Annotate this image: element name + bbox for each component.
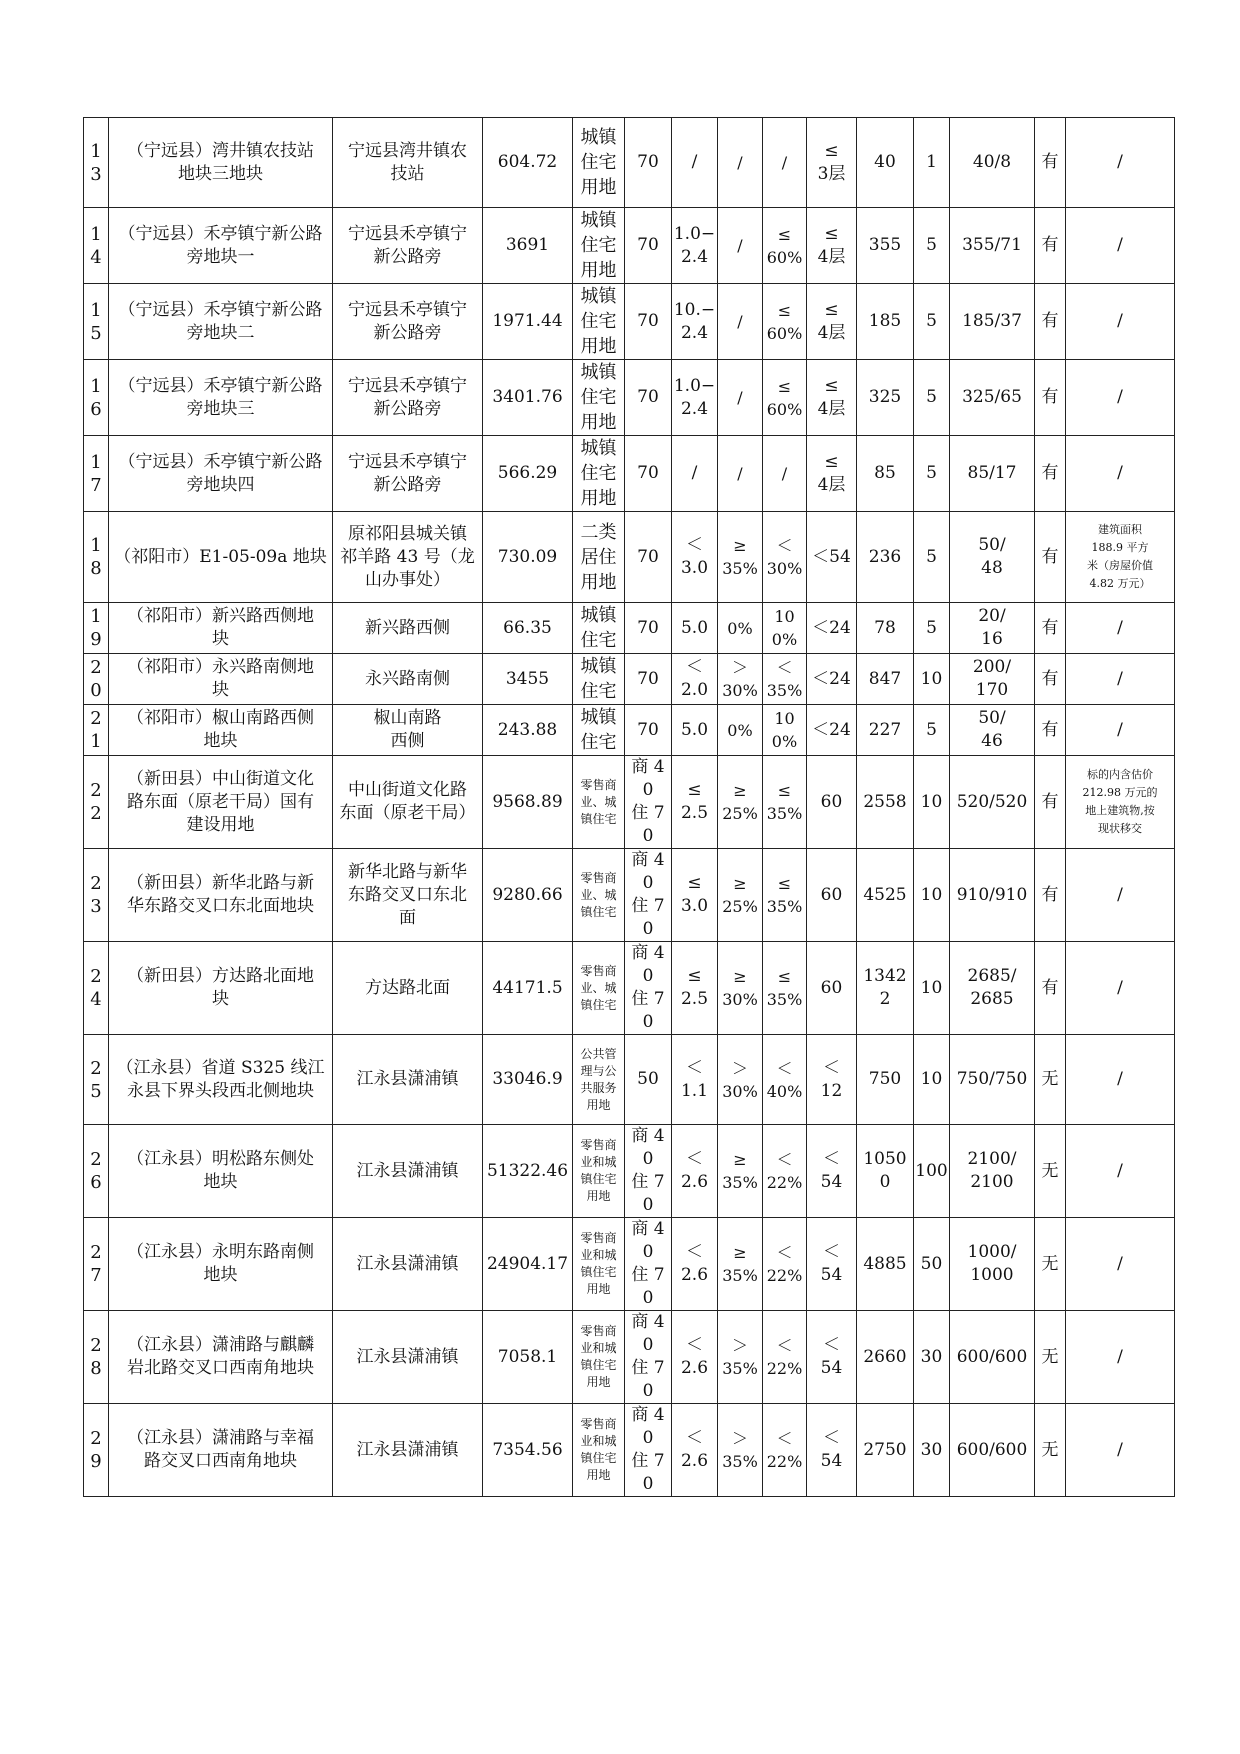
floor-area-ratio-cell: ＜ 2.6	[672, 1218, 718, 1311]
parcel-area-cell: 243.88	[483, 705, 573, 756]
table-row	[84, 1311, 1175, 1404]
building-height-cell: ＜ 12	[807, 1035, 857, 1125]
lease-years-cell: 商 40 住 70	[625, 942, 672, 1035]
bid-increment-cell: 5	[914, 705, 950, 756]
row-number-cell: 26	[84, 1125, 109, 1218]
remarks-cell: /	[1066, 208, 1175, 284]
parcel-area-cell: 3455	[483, 654, 573, 705]
bid-increment-cell: 1	[914, 118, 950, 208]
building-density-cell: ＜ 22%	[763, 1218, 807, 1311]
table-row	[84, 436, 1175, 512]
green-ratio-cell: ≥ 35%	[718, 512, 763, 603]
parcel-name-cell: （祁阳市）椒山南路西侧 地块	[109, 705, 333, 756]
lease-years-cell: 70	[625, 360, 672, 436]
building-height-cell: ≤ 4层	[807, 360, 857, 436]
table-row	[84, 360, 1175, 436]
green-ratio-cell: ≥ 35%	[718, 1125, 763, 1218]
parcel-area-cell: 24904.17	[483, 1218, 573, 1311]
green-ratio-cell: ＞ 30%	[718, 1035, 763, 1125]
bid-deposit-cell: 600/600	[950, 1404, 1035, 1497]
building-height-cell: ＜ 54	[807, 1125, 857, 1218]
bid-deposit-cell: 520/520	[950, 756, 1035, 849]
lease-years-cell: 70	[625, 284, 672, 360]
starting-price-cell: 750	[857, 1035, 914, 1125]
row-number-cell: 17	[84, 436, 109, 512]
starting-price-cell: 85	[857, 436, 914, 512]
parcel-area-cell: 9280.66	[483, 849, 573, 942]
floor-area-ratio-cell: ＜ 2.0	[672, 654, 718, 705]
bid-increment-cell: 10	[914, 756, 950, 849]
building-height-cell: ＜24	[807, 654, 857, 705]
parcel-name-cell: （宁远县）禾亭镇宁新公路 旁地块四	[109, 436, 333, 512]
floor-area-ratio-cell: ＜ 2.6	[672, 1404, 718, 1497]
row-number-cell: 21	[84, 705, 109, 756]
building-density-cell: ＜ 22%	[763, 1311, 807, 1404]
row-number-cell: 28	[84, 1311, 109, 1404]
remarks-cell: /	[1066, 360, 1175, 436]
row-number-cell: 29	[84, 1404, 109, 1497]
bid-increment-cell: 5	[914, 284, 950, 360]
table-row	[84, 942, 1175, 1035]
row-number-cell: 19	[84, 603, 109, 654]
building-height-cell: 60	[807, 849, 857, 942]
land-use-cell: 城镇 住宅 用地	[573, 208, 625, 284]
bid-increment-cell: 5	[914, 603, 950, 654]
green-ratio-cell: /	[718, 208, 763, 284]
bid-increment-cell: 100	[914, 1125, 950, 1218]
parcel-area-cell: 33046.9	[483, 1035, 573, 1125]
floor-area-ratio-cell: 5.0	[672, 603, 718, 654]
lease-years-cell: 70	[625, 705, 672, 756]
bid-increment-cell: 10	[914, 849, 950, 942]
parcel-location-cell: 中山街道文化路 东面（原老干局）	[333, 756, 483, 849]
remarks-cell: /	[1066, 1035, 1175, 1125]
above-ground-structures-cell: 有	[1035, 705, 1066, 756]
green-ratio-cell: ＞ 35%	[718, 1404, 763, 1497]
table-row	[84, 1218, 1175, 1311]
lease-years-cell: 50	[625, 1035, 672, 1125]
table-row	[84, 1035, 1175, 1125]
parcel-location-cell: 宁远县禾亭镇宁 新公路旁	[333, 360, 483, 436]
bid-deposit-cell: 325/65	[950, 360, 1035, 436]
land-use-cell: 零售商 业和城 镇住宅 用地	[573, 1218, 625, 1311]
parcel-name-cell: （新田县）中山街道文化 路东面（原老干局）国有 建设用地	[109, 756, 333, 849]
bid-deposit-cell: 600/600	[950, 1311, 1035, 1404]
bid-deposit-cell: 200/ 170	[950, 654, 1035, 705]
bid-deposit-cell: 355/71	[950, 208, 1035, 284]
land-use-cell: 城镇 住宅	[573, 705, 625, 756]
parcel-name-cell: （祁阳市）E1-05-09a 地块	[109, 512, 333, 603]
building-density-cell: /	[763, 118, 807, 208]
table-row	[84, 756, 1175, 849]
above-ground-structures-cell: 有	[1035, 756, 1066, 849]
parcel-area-cell: 9568.89	[483, 756, 573, 849]
bid-increment-cell: 10	[914, 942, 950, 1035]
above-ground-structures-cell: 无	[1035, 1035, 1066, 1125]
bid-deposit-cell: 185/37	[950, 284, 1035, 360]
floor-area-ratio-cell: ≤ 2.5	[672, 756, 718, 849]
parcel-location-cell: 江永县潇浦镇	[333, 1218, 483, 1311]
parcel-location-cell: 江永县潇浦镇	[333, 1035, 483, 1125]
parcel-location-cell: 宁远县禾亭镇宁 新公路旁	[333, 208, 483, 284]
land-use-cell: 城镇 住宅 用地	[573, 360, 625, 436]
starting-price-cell: 325	[857, 360, 914, 436]
parcel-area-cell: 566.29	[483, 436, 573, 512]
green-ratio-cell: /	[718, 436, 763, 512]
parcel-name-cell: （祁阳市）永兴路南侧地 块	[109, 654, 333, 705]
parcel-area-cell: 51322.46	[483, 1125, 573, 1218]
bid-deposit-cell: 85/17	[950, 436, 1035, 512]
building-density-cell: 100%	[763, 603, 807, 654]
starting-price-cell: 13422	[857, 942, 914, 1035]
land-use-cell: 二类 居住 用地	[573, 512, 625, 603]
floor-area-ratio-cell: 1.0− 2.4	[672, 208, 718, 284]
building-height-cell: ＜24	[807, 705, 857, 756]
above-ground-structures-cell: 无	[1035, 1125, 1066, 1218]
above-ground-structures-cell: 有	[1035, 512, 1066, 603]
above-ground-structures-cell: 有	[1035, 284, 1066, 360]
building-density-cell: 100%	[763, 705, 807, 756]
bid-deposit-cell: 50/ 48	[950, 512, 1035, 603]
floor-area-ratio-cell: /	[672, 436, 718, 512]
lease-years-cell: 商 40 住 70	[625, 1125, 672, 1218]
parcel-name-cell: （江永县）潇浦路与幸福 路交叉口西南角地块	[109, 1404, 333, 1497]
parcel-name-cell: （祁阳市）新兴路西侧地 块	[109, 603, 333, 654]
above-ground-structures-cell: 有	[1035, 208, 1066, 284]
building-density-cell: ＜ 35%	[763, 654, 807, 705]
bid-deposit-cell: 2100/ 2100	[950, 1125, 1035, 1218]
parcel-name-cell: （宁远县）湾井镇农技站 地块三地块	[109, 118, 333, 208]
parcel-location-cell: 江永县潇浦镇	[333, 1125, 483, 1218]
remarks-cell: 建筑面积 188.9 平方 米（房屋价值 4.82 万元）	[1066, 512, 1175, 603]
starting-price-cell: 355	[857, 208, 914, 284]
above-ground-structures-cell: 有	[1035, 436, 1066, 512]
parcel-location-cell: 原祁阳县城关镇 祁羊路 43 号（龙 山办事处）	[333, 512, 483, 603]
green-ratio-cell: /	[718, 118, 763, 208]
parcel-location-cell: 方达路北面	[333, 942, 483, 1035]
land-use-cell: 城镇 住宅	[573, 654, 625, 705]
parcel-location-cell: 椒山南路 西侧	[333, 705, 483, 756]
starting-price-cell: 185	[857, 284, 914, 360]
green-ratio-cell: ≥ 30%	[718, 942, 763, 1035]
bid-deposit-cell: 20/ 16	[950, 603, 1035, 654]
starting-price-cell: 4885	[857, 1218, 914, 1311]
starting-price-cell: 2660	[857, 1311, 914, 1404]
bid-increment-cell: 5	[914, 512, 950, 603]
remarks-cell: /	[1066, 942, 1175, 1035]
starting-price-cell: 236	[857, 512, 914, 603]
land-use-cell: 城镇 住宅 用地	[573, 436, 625, 512]
parcel-area-cell: 1971.44	[483, 284, 573, 360]
starting-price-cell: 227	[857, 705, 914, 756]
land-use-cell: 零售商 业、城 镇住宅	[573, 942, 625, 1035]
remarks-cell: /	[1066, 603, 1175, 654]
above-ground-structures-cell: 有	[1035, 118, 1066, 208]
parcel-location-cell: 江永县潇浦镇	[333, 1404, 483, 1497]
remarks-cell: 标的内含估价 212.98 万元的 地上建筑物,按 现状移交	[1066, 756, 1175, 849]
lease-years-cell: 70	[625, 512, 672, 603]
parcel-area-cell: 7354.56	[483, 1404, 573, 1497]
lease-years-cell: 70	[625, 436, 672, 512]
green-ratio-cell: /	[718, 284, 763, 360]
row-number-cell: 15	[84, 284, 109, 360]
building-density-cell: ≤ 60%	[763, 284, 807, 360]
parcel-location-cell: 宁远县湾井镇农 技站	[333, 118, 483, 208]
floor-area-ratio-cell: ＜ 3.0	[672, 512, 718, 603]
floor-area-ratio-cell: 5.0	[672, 705, 718, 756]
land-use-cell: 零售商 业和城 镇住宅 用地	[573, 1311, 625, 1404]
remarks-cell: /	[1066, 849, 1175, 942]
floor-area-ratio-cell: 10.− 2.4	[672, 284, 718, 360]
above-ground-structures-cell: 有	[1035, 849, 1066, 942]
row-number-cell: 13	[84, 118, 109, 208]
row-number-cell: 22	[84, 756, 109, 849]
floor-area-ratio-cell: /	[672, 118, 718, 208]
lease-years-cell: 商 40 住 70	[625, 756, 672, 849]
building-density-cell: ≤ 60%	[763, 360, 807, 436]
land-use-cell: 城镇 住宅 用地	[573, 118, 625, 208]
parcel-area-cell: 604.72	[483, 118, 573, 208]
parcel-area-cell: 730.09	[483, 512, 573, 603]
building-density-cell: ≤ 35%	[763, 942, 807, 1035]
land-use-cell: 城镇 住宅	[573, 603, 625, 654]
parcel-name-cell: （宁远县）禾亭镇宁新公路 旁地块一	[109, 208, 333, 284]
building-height-cell: ≤ 4层	[807, 436, 857, 512]
row-number-cell: 23	[84, 849, 109, 942]
bid-increment-cell: 50	[914, 1218, 950, 1311]
floor-area-ratio-cell: ≤ 2.5	[672, 942, 718, 1035]
green-ratio-cell: ≥ 25%	[718, 849, 763, 942]
remarks-cell: /	[1066, 284, 1175, 360]
parcel-name-cell: （江永县）永明东路南侧 地块	[109, 1218, 333, 1311]
building-height-cell: 60	[807, 756, 857, 849]
bid-deposit-cell: 750/750	[950, 1035, 1035, 1125]
remarks-cell: /	[1066, 705, 1175, 756]
land-use-cell: 零售商 业和城 镇住宅 用地	[573, 1125, 625, 1218]
above-ground-structures-cell: 有	[1035, 360, 1066, 436]
green-ratio-cell: /	[718, 360, 763, 436]
land-use-cell: 零售商 业和城 镇住宅 用地	[573, 1404, 625, 1497]
parcel-area-cell: 44171.5	[483, 942, 573, 1035]
parcel-name-cell: （宁远县）禾亭镇宁新公路 旁地块三	[109, 360, 333, 436]
parcel-name-cell: （江永县）省道 S325 线江 永县下界头段西北侧地块	[109, 1035, 333, 1125]
building-density-cell: ＜ 30%	[763, 512, 807, 603]
bid-increment-cell: 10	[914, 654, 950, 705]
building-height-cell: ≤ 3层	[807, 118, 857, 208]
bid-deposit-cell: 1000/ 1000	[950, 1218, 1035, 1311]
starting-price-cell: 40	[857, 118, 914, 208]
remarks-cell: /	[1066, 1218, 1175, 1311]
building-density-cell: ≤ 35%	[763, 849, 807, 942]
building-density-cell: ＜ 22%	[763, 1404, 807, 1497]
lease-years-cell: 70	[625, 208, 672, 284]
parcel-location-cell: 宁远县禾亭镇宁 新公路旁	[333, 284, 483, 360]
starting-price-cell: 4525	[857, 849, 914, 942]
parcel-location-cell: 宁远县禾亭镇宁 新公路旁	[333, 436, 483, 512]
above-ground-structures-cell: 有	[1035, 603, 1066, 654]
row-number-cell: 24	[84, 942, 109, 1035]
above-ground-structures-cell: 无	[1035, 1404, 1066, 1497]
lease-years-cell: 商 40 住 70	[625, 849, 672, 942]
land-parcel-table	[83, 117, 1175, 1497]
table-row	[84, 654, 1175, 705]
land-use-cell: 零售商 业、城 镇住宅	[573, 849, 625, 942]
above-ground-structures-cell: 无	[1035, 1311, 1066, 1404]
remarks-cell: /	[1066, 1404, 1175, 1497]
table-row	[84, 603, 1175, 654]
building-density-cell: /	[763, 436, 807, 512]
bid-increment-cell: 10	[914, 1035, 950, 1125]
parcel-name-cell: （江永县）明松路东侧处 地块	[109, 1125, 333, 1218]
row-number-cell: 25	[84, 1035, 109, 1125]
row-number-cell: 27	[84, 1218, 109, 1311]
row-number-cell: 16	[84, 360, 109, 436]
building-height-cell: ＜54	[807, 512, 857, 603]
starting-price-cell: 2558	[857, 756, 914, 849]
bid-increment-cell: 5	[914, 360, 950, 436]
floor-area-ratio-cell: ＜ 2.6	[672, 1311, 718, 1404]
building-density-cell: ＜ 40%	[763, 1035, 807, 1125]
above-ground-structures-cell: 有	[1035, 942, 1066, 1035]
table-row	[84, 284, 1175, 360]
parcel-location-cell: 新兴路西侧	[333, 603, 483, 654]
parcel-area-cell: 7058.1	[483, 1311, 573, 1404]
above-ground-structures-cell: 无	[1035, 1218, 1066, 1311]
table-row	[84, 849, 1175, 942]
parcel-name-cell: （江永县）潇浦路与麒麟 岩北路交叉口西南角地块	[109, 1311, 333, 1404]
lease-years-cell: 商 40 住 70	[625, 1404, 672, 1497]
green-ratio-cell: ＞ 30%	[718, 654, 763, 705]
starting-price-cell: 78	[857, 603, 914, 654]
green-ratio-cell: ≥ 25%	[718, 756, 763, 849]
building-density-cell: ＜ 22%	[763, 1125, 807, 1218]
parcel-name-cell: （宁远县）禾亭镇宁新公路 旁地块二	[109, 284, 333, 360]
bid-increment-cell: 5	[914, 436, 950, 512]
parcel-name-cell: （新田县）方达路北面地 块	[109, 942, 333, 1035]
bid-deposit-cell: 910/910	[950, 849, 1035, 942]
lease-years-cell: 70	[625, 603, 672, 654]
table-row	[84, 208, 1175, 284]
starting-price-cell: 847	[857, 654, 914, 705]
remarks-cell: /	[1066, 1311, 1175, 1404]
remarks-cell: /	[1066, 1125, 1175, 1218]
land-use-cell: 零售商 业、城 镇住宅	[573, 756, 625, 849]
row-number-cell: 20	[84, 654, 109, 705]
row-number-cell: 18	[84, 512, 109, 603]
bid-increment-cell: 5	[914, 208, 950, 284]
remarks-cell: /	[1066, 118, 1175, 208]
table-row	[84, 118, 1175, 208]
building-density-cell: ≤ 60%	[763, 208, 807, 284]
parcel-location-cell: 江永县潇浦镇	[333, 1311, 483, 1404]
starting-price-cell: 10500	[857, 1125, 914, 1218]
lease-years-cell: 70	[625, 654, 672, 705]
building-height-cell: ＜24	[807, 603, 857, 654]
bid-deposit-cell: 40/8	[950, 118, 1035, 208]
green-ratio-cell: ＞ 35%	[718, 1311, 763, 1404]
bid-increment-cell: 30	[914, 1311, 950, 1404]
parcel-location-cell: 永兴路南侧	[333, 654, 483, 705]
floor-area-ratio-cell: 1.0− 2.4	[672, 360, 718, 436]
bid-increment-cell: 30	[914, 1404, 950, 1497]
parcel-name-cell: （新田县）新华北路与新 华东路交叉口东北面地块	[109, 849, 333, 942]
bid-deposit-cell: 50/ 46	[950, 705, 1035, 756]
building-height-cell: 60	[807, 942, 857, 1035]
parcel-area-cell: 3691	[483, 208, 573, 284]
above-ground-structures-cell: 有	[1035, 654, 1066, 705]
remarks-cell: /	[1066, 654, 1175, 705]
building-density-cell: ≤ 35%	[763, 756, 807, 849]
land-use-cell: 公共管 理与公 共服务 用地	[573, 1035, 625, 1125]
lease-years-cell: 70	[625, 118, 672, 208]
table-row	[84, 1404, 1175, 1497]
green-ratio-cell: 0%	[718, 603, 763, 654]
building-height-cell: ≤ 4层	[807, 284, 857, 360]
building-height-cell: ≤ 4层	[807, 208, 857, 284]
building-height-cell: ＜ 54	[807, 1404, 857, 1497]
floor-area-ratio-cell: ＜ 1.1	[672, 1035, 718, 1125]
table-row	[84, 1125, 1175, 1218]
lease-years-cell: 商 40 住 70	[625, 1218, 672, 1311]
parcel-location-cell: 新华北路与新华 东路交叉口东北 面	[333, 849, 483, 942]
floor-area-ratio-cell: ＜ 2.6	[672, 1125, 718, 1218]
green-ratio-cell: 0%	[718, 705, 763, 756]
parcel-area-cell: 3401.76	[483, 360, 573, 436]
building-height-cell: ＜ 54	[807, 1218, 857, 1311]
land-use-cell: 城镇 住宅 用地	[573, 284, 625, 360]
remarks-cell: /	[1066, 436, 1175, 512]
building-height-cell: ＜ 54	[807, 1311, 857, 1404]
table-row	[84, 512, 1175, 603]
parcel-area-cell: 66.35	[483, 603, 573, 654]
floor-area-ratio-cell: ≤ 3.0	[672, 849, 718, 942]
green-ratio-cell: ≥ 35%	[718, 1218, 763, 1311]
bid-deposit-cell: 2685/ 2685	[950, 942, 1035, 1035]
table-row	[84, 705, 1175, 756]
starting-price-cell: 2750	[857, 1404, 914, 1497]
row-number-cell: 14	[84, 208, 109, 284]
lease-years-cell: 商 40 住 70	[625, 1311, 672, 1404]
